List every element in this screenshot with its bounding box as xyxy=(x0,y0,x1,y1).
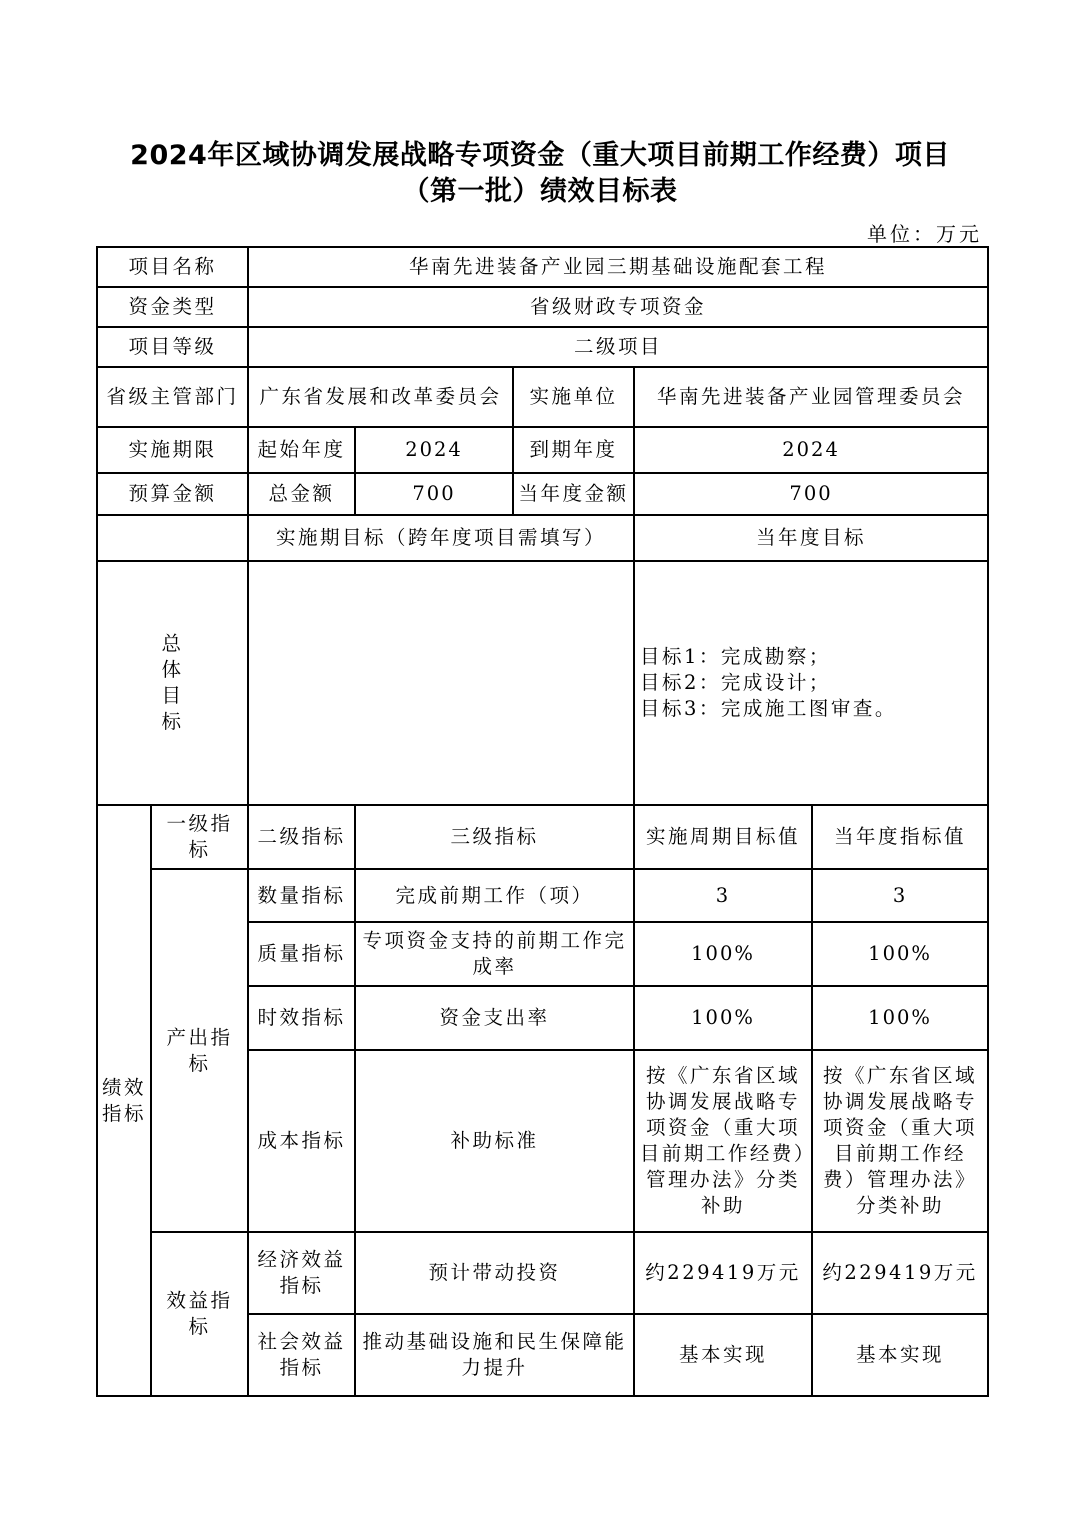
value-end-year: 2024 xyxy=(634,427,988,473)
row-overall-goal xyxy=(97,561,988,805)
indicator-l3: 补助标准 xyxy=(355,1050,634,1232)
indicator-current: 3 xyxy=(812,869,988,922)
value-fund-type: 省级财政专项资金 xyxy=(248,287,988,327)
indicator-period: 3 xyxy=(634,869,812,922)
label-period: 实施期限 xyxy=(97,427,248,473)
label-project-name: 项目名称 xyxy=(97,247,248,287)
indicator-l2: 社会效益指标 xyxy=(248,1314,355,1396)
indicator-l3: 资金支出率 xyxy=(355,986,634,1050)
row-project-name xyxy=(97,247,988,287)
overall-goal-char-2: 体 xyxy=(161,658,184,681)
label-benefit: 效益指标 xyxy=(151,1232,248,1396)
indicator-period: 基本实现 xyxy=(634,1314,812,1396)
overall-goal-char-3: 目 xyxy=(161,684,184,707)
label-start-year: 起始年度 xyxy=(248,427,355,473)
overall-goal-char-4: 标 xyxy=(161,710,184,733)
goal-header-blank xyxy=(97,515,248,561)
value-start-year: 2024 xyxy=(355,427,513,473)
value-project-level: 二级项目 xyxy=(248,327,988,367)
label-output: 产出指标 xyxy=(151,869,248,1232)
label-current-goal: 当年度目标 xyxy=(634,515,988,561)
indicator-current: 基本实现 xyxy=(812,1314,988,1396)
label-impl-unit: 实施单位 xyxy=(513,367,634,427)
row-fund-type xyxy=(97,287,988,327)
header-lvl1: 一级指标 xyxy=(151,805,248,869)
row-project-level xyxy=(97,327,988,367)
indicator-current: 100% xyxy=(812,986,988,1050)
header-lvl2: 二级指标 xyxy=(248,805,355,869)
page-title xyxy=(0,138,1080,210)
indicator-l3: 完成前期工作（项） xyxy=(355,869,634,922)
label-total: 总金额 xyxy=(248,473,355,515)
indicator-l2: 数量指标 xyxy=(248,869,355,922)
row-dept xyxy=(97,367,988,427)
row-budget xyxy=(97,473,988,515)
current-goal-2: 目标2：完成设计； xyxy=(640,671,831,694)
header-current-target: 当年度指标值 xyxy=(812,805,988,869)
indicator-l2: 经济效益指标 xyxy=(248,1232,355,1314)
current-goal-1: 目标1：完成勘察； xyxy=(640,645,831,668)
title-line-1: 2024年区域协调发展战略专项资金（重大项目前期工作经费）项目 xyxy=(130,140,950,171)
label-overall-goal xyxy=(97,561,248,805)
indicator-l2: 时效指标 xyxy=(248,986,355,1050)
overall-goal-char-1: 总 xyxy=(161,632,184,655)
label-current-amount: 当年度金额 xyxy=(513,473,634,515)
indicator-l3: 专项资金支持的前期工作完成率 xyxy=(355,922,634,986)
indicator-period: 100% xyxy=(634,922,812,986)
indicator-l3: 推动基础设施和民生保障能力提升 xyxy=(355,1314,634,1396)
header-lvl3: 三级指标 xyxy=(355,805,634,869)
label-fund-type: 资金类型 xyxy=(97,287,248,327)
value-current-goals xyxy=(634,561,988,805)
indicator-period: 约229419万元 xyxy=(634,1232,812,1314)
label-dept: 省级主管部门 xyxy=(97,367,248,427)
unit-label: 单位：万元 xyxy=(867,222,982,246)
label-end-year: 到期年度 xyxy=(513,427,634,473)
label-budget: 预算金额 xyxy=(97,473,248,515)
header-period-target: 实施周期目标值 xyxy=(634,805,812,869)
perf-label-line-1: 绩效 xyxy=(102,1075,147,1099)
perf-label-line-2: 指标 xyxy=(102,1101,147,1125)
value-current-amount: 700 xyxy=(634,473,988,515)
value-total: 700 xyxy=(355,473,513,515)
value-impl-unit: 华南先进装备产业园管理委员会 xyxy=(634,367,988,427)
performance-target-table xyxy=(96,246,989,1397)
title-line-2: （第一批）绩效目标表 xyxy=(402,176,678,207)
value-period-goal xyxy=(248,561,634,805)
indicator-current: 按《广东省区域协调发展战略专项资金（重大项目前期工作经费）管理办法》分类补助 xyxy=(812,1050,988,1232)
indicator-row xyxy=(97,869,988,922)
current-goal-3: 目标3：完成施工图审查。 xyxy=(640,697,897,720)
value-project-name: 华南先进装备产业园三期基础设施配套工程 xyxy=(248,247,988,287)
indicator-l2: 成本指标 xyxy=(248,1050,355,1232)
indicator-current: 100% xyxy=(812,922,988,986)
indicator-l3: 预计带动投资 xyxy=(355,1232,634,1314)
row-indicator-headers xyxy=(97,805,988,869)
label-project-level: 项目等级 xyxy=(97,327,248,367)
indicator-row xyxy=(97,1232,988,1314)
indicator-l2: 质量指标 xyxy=(248,922,355,986)
indicator-period: 100% xyxy=(634,986,812,1050)
row-period xyxy=(97,427,988,473)
value-dept: 广东省发展和改革委员会 xyxy=(248,367,513,427)
indicator-period: 按《广东省区域协调发展战略专项资金（重大项目前期工作经费）管理办法》分类补助 xyxy=(634,1050,812,1232)
row-goal-headers xyxy=(97,515,988,561)
label-perf-indicators xyxy=(97,805,151,1396)
indicator-current: 约229419万元 xyxy=(812,1232,988,1314)
label-period-goal: 实施期目标（跨年度项目需填写） xyxy=(248,515,634,561)
